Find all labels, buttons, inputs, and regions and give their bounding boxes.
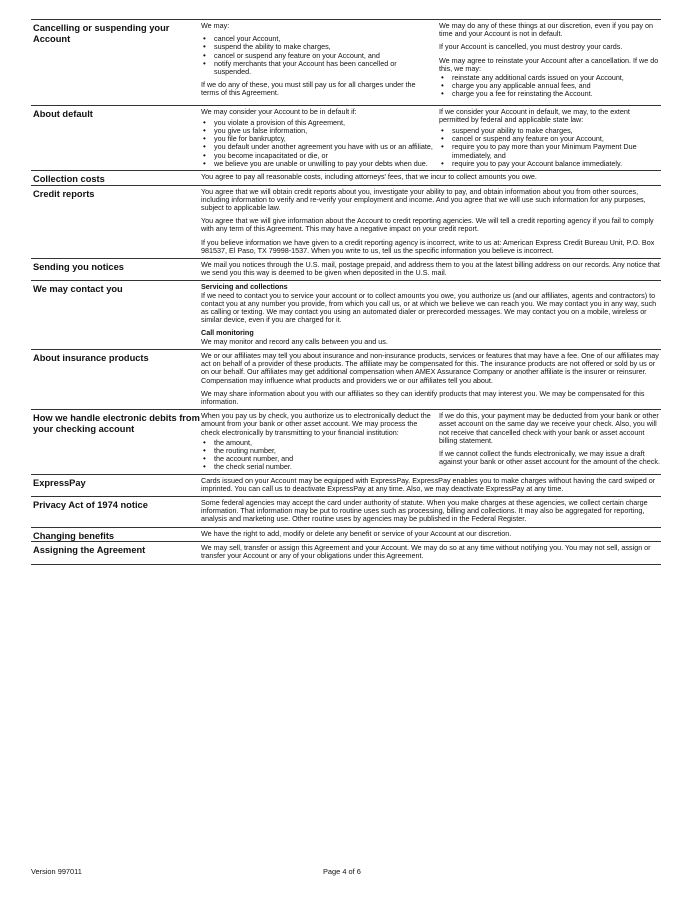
section-cancelling bbox=[31, 19, 661, 106]
list-item: • suspend the ability to make charges, bbox=[201, 43, 433, 51]
section-heading: Credit reports bbox=[33, 188, 95, 199]
section-assigning bbox=[31, 542, 661, 564]
page-number: Page 4 of 6 bbox=[323, 867, 361, 876]
text: You agree that we will give information about the Account to credit reporting agencies. We will tell a credit reporting agency if you fail to comply with any term of this Agreement. This may have a negative impact on your credit report. bbox=[201, 216, 654, 234]
list-item: • require you to pay your Account balance immediately. bbox=[439, 160, 661, 168]
text: You agree to pay all reasonable costs, including attorneys' fees, that we incur to collect amounts you owe. bbox=[201, 172, 537, 182]
section-insurance bbox=[31, 350, 661, 410]
list-item: • the amount, bbox=[201, 439, 433, 447]
section-privacy-act bbox=[31, 497, 661, 528]
section-heading: Collection costs bbox=[33, 174, 105, 185]
section-heading: We may contact you bbox=[33, 284, 123, 295]
text: You agree that we will obtain credit reports about you, investigate your ability to pay, and obtain information about you from other sources, including information to verify and re-verify your employment and income. And you agree that we will use such information for any purposes, subject to applicable law. bbox=[201, 186, 646, 213]
section-heading: How we handle electronic debits from your checking account bbox=[33, 413, 200, 434]
section-heading: ExpressPay bbox=[33, 477, 86, 488]
section-electronic-debits bbox=[31, 410, 661, 474]
subheading: Servicing and collections bbox=[201, 282, 288, 292]
section-heading: Privacy Act of 1974 notice bbox=[33, 499, 148, 510]
version-label: Version 997011 bbox=[31, 867, 82, 876]
bullet-list bbox=[201, 35, 433, 76]
section-heading: About default bbox=[33, 108, 93, 119]
text: We may agree to reinstate your Account after a cancellation. If we do this, we may: bbox=[439, 55, 659, 73]
section-sending-notices bbox=[31, 259, 661, 281]
subheading: Call monitoring bbox=[201, 328, 254, 338]
section-heading: Sending you notices bbox=[33, 262, 124, 273]
section-heading: About insurance products bbox=[33, 352, 149, 363]
text: We may share information about you with our affiliates so they can identify products that may interest you. We may be compensated for this information. bbox=[201, 388, 645, 406]
bullet-list bbox=[201, 439, 433, 472]
text: We may consider your Account to be in default if: bbox=[201, 106, 357, 116]
agreement-table bbox=[31, 19, 661, 565]
list-item: • the routing number, bbox=[201, 447, 433, 455]
text: We may monitor and record any calls between you and us. bbox=[201, 336, 388, 346]
text: If we do any of these, you must still pay us for all charges under the terms of this Agreement. bbox=[201, 80, 416, 98]
section-heading: Assigning the Agreement bbox=[33, 545, 146, 556]
list-item: • the account number, and bbox=[201, 455, 433, 463]
section-changing-benefits bbox=[31, 528, 661, 543]
section-expresspay bbox=[31, 475, 661, 497]
list-item: • you default under another agreement you have with us or an affiliate, bbox=[201, 143, 433, 151]
list-item: • reinstate any additional cards issued on your Account, bbox=[439, 74, 661, 82]
text: If we consider your Account in default, we may, to the extent permitted by federal and applicable state law: bbox=[439, 106, 630, 124]
list-item: • the check serial number. bbox=[201, 463, 433, 471]
list-item: • suspend your ability to make charges, bbox=[439, 127, 661, 135]
list-item: • require you to pay more than your Minimum Payment Due immediately, and bbox=[439, 143, 661, 159]
list-item: • we believe you are unable or unwilling to pay your debts when due. bbox=[201, 160, 433, 168]
text: If your Account is cancelled, you must destroy your cards. bbox=[439, 42, 623, 52]
list-item: • cancel or suspend any feature on your Account, bbox=[439, 135, 661, 143]
list-item: • charge you a fee for reinstating the Account. bbox=[439, 90, 661, 98]
section-contact bbox=[31, 281, 661, 349]
text: We may: bbox=[201, 21, 230, 30]
list-item: • charge you any applicable annual fees, and bbox=[439, 82, 661, 90]
list-item: • you become incapacitated or die, or bbox=[201, 152, 433, 160]
list-item: • you give us false information, bbox=[201, 127, 433, 135]
bullet-list bbox=[439, 127, 661, 168]
text: If you believe information we have given to a credit reporting agency is incorrect, write to us at: American Express Credit Bureau Unit, P.O. Box 981537, El Paso, TX 79998-1537. When you write to us, tell us the specific information you believe is incorrect. bbox=[201, 237, 655, 255]
text: When you pay us by check, you authorize us to electronically deduct the amount from your bank or other asset account. We may process the check electronically by transmitting to your financial institution: bbox=[201, 411, 431, 437]
text: Some federal agencies may accept the card under authority of statute. When you make charges at these agencies, we collect certain charge information. That information may be put to routine uses such as processing, billing and collections. It may also be aggregated for reporting, analysis and marketing use. Other routine uses by agencies may be published in the Federal Register. bbox=[201, 497, 648, 524]
section-about-default bbox=[31, 106, 661, 171]
text: We mail you notices through the U.S. mail, postage prepaid, and address them to you at the latest billing address on our records. Any notice that we send you this way is deemed to be given when deposited in the U.S. mail. bbox=[201, 260, 660, 278]
section-heading: Cancelling or suspending your Account bbox=[33, 23, 170, 44]
bullet-list bbox=[201, 119, 433, 168]
text: If we do this, your payment may be deducted from your bank or other asset account on the same day we receive your check. Also, you will not receive that cancelled check with your bank or asset account billing statement. bbox=[439, 411, 659, 445]
text: If we cannot collect the funds electronically, we may issue a draft against your bank or other asset account for the amount of the check. bbox=[439, 448, 660, 467]
list-item: • cancel your Account, bbox=[201, 35, 433, 43]
section-credit-reports bbox=[31, 186, 661, 259]
text: We may sell, transfer or assign this Agreement and your Account. We may do so at any time without notifying you. You may not sell, assign or transfer your Account or any of your obligations under this Agreement. bbox=[201, 543, 651, 561]
list-item: • you file for bankruptcy, bbox=[201, 135, 433, 143]
section-collection-costs bbox=[31, 171, 661, 186]
text: If we need to contact you to service your account or to collect amounts you owe, you authorize us (and our affiliates, agents and contractors) to contact you at any number you provide, from which you call us, or at which we believe we can reach you. We may contact you in any way, such as calling or texting. We may contact you using an automated dialer or prerecorded messages. We may contact you on a mobile, wireless or similar device, even if you are charged for it. bbox=[201, 290, 657, 325]
text: Cards issued on your Account may be equipped with ExpressPay. ExpressPay enables you to make charges without having the card swiped or imprinted. You can call us to deactivate ExpressPay at any time. Also, we may deactivate ExpressPay at any time. bbox=[201, 475, 656, 493]
text: We may do any of these things at our discretion, even if you pay on time and your Account is not in default. bbox=[439, 21, 654, 39]
text: We have the right to add, modify or delete any benefit or service of your Account at our discretion. bbox=[201, 528, 512, 538]
list-item: • you violate a provision of this Agreement, bbox=[201, 119, 433, 127]
section-heading: Changing benefits bbox=[33, 530, 115, 541]
text: We or our affiliates may tell you about insurance and non-insurance products, services or features that may have a fee. One of our affiliates may act on behalf of a provider of these products. The affiliate may be compensated for this. The insurance products are not offered or sold by us or on our behalf. Our affiliates may get additional compensation when AMEX Assurance Company or another affiliate is the insurer or reinsurer. Compensation may influence what products and providers we or our affiliates tell you about. bbox=[201, 350, 659, 385]
list-item: • cancel or suspend any feature on your Account, and bbox=[201, 52, 433, 60]
list-item: • notify merchants that your Account has been cancelled or suspended. bbox=[201, 60, 433, 76]
bullet-list bbox=[439, 74, 661, 99]
